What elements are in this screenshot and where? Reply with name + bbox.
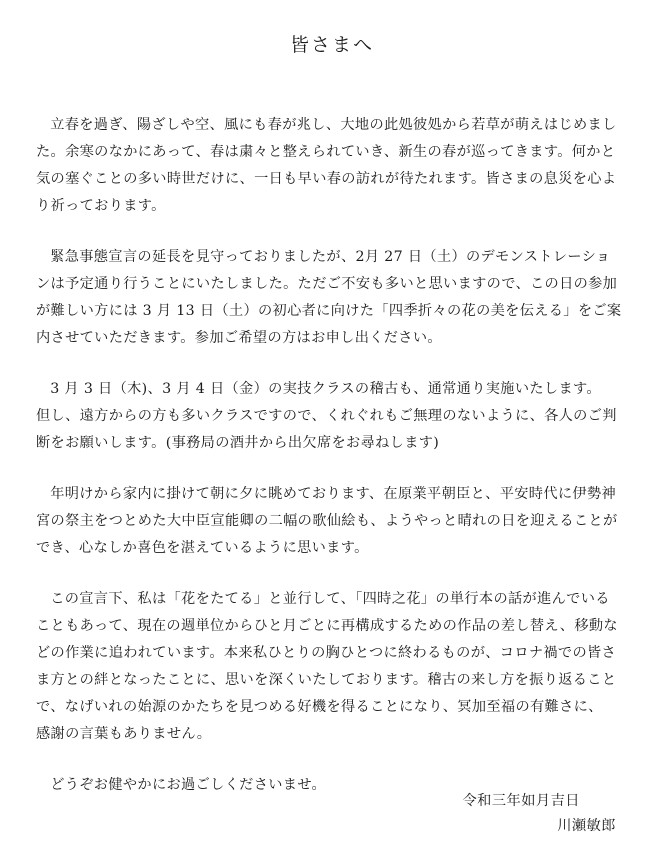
paragraph-line: 但し、遠方からの方も多いクラスですので、くれぐれもご無理のないように、各人のご判: [36, 408, 617, 424]
paragraph-line: こともあって、現在の週単位からひと月ごとに再構成するための作品の差し替え、移動な: [36, 618, 618, 634]
letter-title: 皆さまへ: [289, 34, 374, 56]
paragraph-line: 立春を過ぎ、陽ざしや空、風にも春が兆し、大地の此処彼処から若草が萌えはじめまし: [50, 117, 617, 133]
letter-date: 令和三年如月吉日: [462, 793, 580, 809]
paragraph-line: 気の塞ぐことの多い時世だけに、一日も早い春の訪れが待たれます。皆さまの息災を心よ: [36, 171, 617, 187]
paragraph-line: 緊急事態宣言の延長を見守っておりましたが、2月 27 日（土）のデモンストレーショ: [50, 249, 611, 265]
paragraph-line: が難しい方には 3 月 13 日（土）の初心者に向けた「四季折々の花の美を伝える」をご案: [36, 303, 622, 319]
paragraph-line: ンは予定通り行うことにいたしました。ただご不安も多いと思いますので、この日の参加: [36, 276, 618, 292]
paragraph-line: た。余寒のなかにあって、春は粛々と整えられていき、新生の春が巡ってきます。何かと: [36, 144, 616, 160]
paragraph-line: どうぞお健やかにお過ごしくださいませ。: [50, 777, 326, 793]
letter-signature: 川瀬敏郎: [557, 818, 616, 834]
paragraph-2: [36, 244, 628, 352]
paragraph-line: でき、心なしか喜色を湛えているように思います。: [36, 540, 369, 556]
paragraph-3: [36, 376, 628, 457]
paragraph-line: 3 月 3 日（木)、3 月 4 日（金）の実技クラスの稽古も、通常通り実施いたします。: [50, 381, 601, 397]
paragraph-line: この宣言下、私は「花をたてる」と並行して、「四時之花」の単行本の話が進んでいる: [50, 591, 610, 607]
paragraph-1: [36, 112, 628, 220]
paragraph-4: [36, 481, 628, 562]
paragraph-line: 感謝の言葉もありません。: [36, 726, 212, 742]
paragraph-line: どの作業に追われています。本来私ひとりの胸ひとつに終わるものが、コロナ禍での皆さ: [36, 645, 617, 661]
letter-body: [36, 112, 628, 823]
paragraph-line: 宮の祭主をつとめた大中臣宣能卿の二幅の歌仙絵も、ようやっと晴れの日を迎えることが: [36, 513, 618, 529]
paragraph-line: ま方との絆となったことに、思いを深くいたしております。稽古の来し方を振り返ること: [36, 672, 617, 688]
paragraph-line: 断をお願いします。(事務局の酒井から出欠席をお尋ねします): [36, 435, 440, 451]
paragraph-line: 年明けから家内に掛けて朝に夕に眺めております、在原業平朝臣と、平安時代に伊勢神: [50, 486, 617, 502]
paragraph-line: り祈っております。: [36, 198, 166, 214]
paragraph-line: 内させていただきます。参加ご希望の方はお申し出ください。: [36, 330, 442, 346]
paragraph-5: [36, 586, 628, 748]
paragraph-line: で、なげいれの始源のかたちを見つめる好機を得ることになり、冥加至福の有難さに、: [36, 699, 603, 715]
